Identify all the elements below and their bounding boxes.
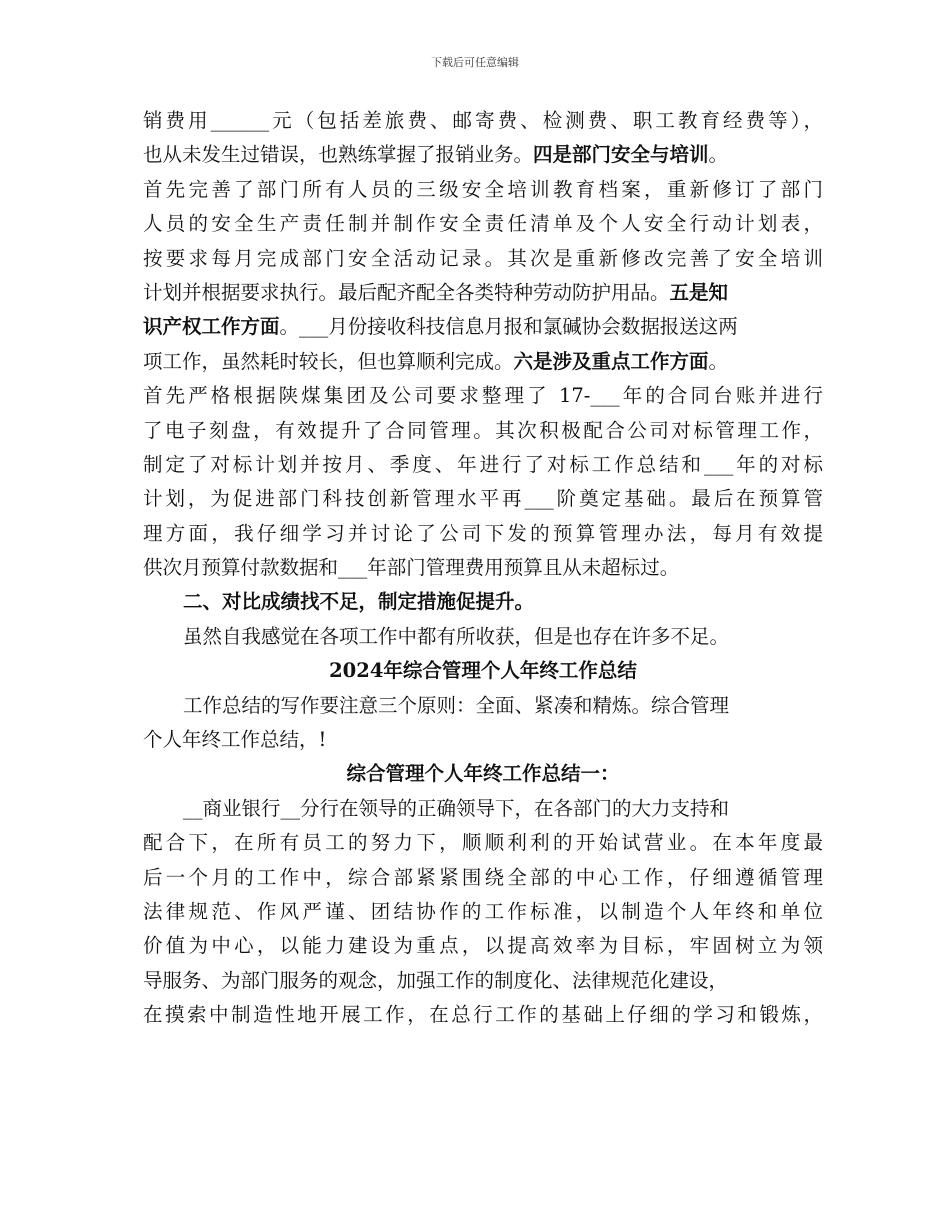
text-line: 导服务、为部门服务的观念，加强工作的制度化、法律规范化建设， <box>143 968 729 992</box>
text-line: 识产权工作方面。___月份接收科技信息月报和氯碱协会数据报送这两 <box>143 315 738 339</box>
text-line: 法律规范、作风严谨、团结协作的工作标准，以制造个人年终和单位 <box>143 899 823 923</box>
section-heading-inline: 六是涉及重点工作方面 <box>513 349 709 373</box>
section-heading-inline: 五是知 <box>669 280 729 304</box>
text-line: 配合下，在所有员工的努力下，顺顺利利的开始试营业。在本年度最 <box>143 831 823 855</box>
text-line: 工作总结的写作要注意三个原则：全面、紧凑和精炼。综合管理 <box>183 693 730 717</box>
document-title: 2024年综合管理个人年终工作总结 <box>329 659 637 683</box>
text-line: 人员的安全生产责任制并制作安全责任清单及个人安全行动计划表， <box>143 212 823 236</box>
page-header: 下载后可任意编辑 <box>431 56 519 69</box>
text-line: 了电子刻盘，有效提升了合同管理。其次积极配合公司对标管理工作， <box>143 418 823 442</box>
text-line: 也从未发生过错误，也熟练掌握了报销业务。四是部门安全与培训。 <box>143 143 729 167</box>
text-line: 首先严格根据陕煤集团及公司要求整理了 17-___年的合同台账并进行 <box>143 384 823 408</box>
text-line: 按要求每月完成部门安全活动记录。其次是重新修改完善了安全培训 <box>143 246 823 270</box>
text-line: 销费用______元（包括差旅费、邮寄费、检测费、职工教育经费等）， <box>143 109 823 132</box>
text-line: __商业银行__分行在领导的正确领导下，在各部门的大力支持和 <box>183 796 730 820</box>
text-line: 供次月预算付款数据和___年部门管理费用预算且从未超标过。 <box>143 556 680 580</box>
text-line: 在摸索中制造性地开展工作，在总行工作的基础上仔细的学习和锻炼， <box>143 1003 823 1027</box>
text-line: 后一个月的工作中，综合部紧紧围绕全部的中心工作，仔细遵循管理 <box>143 865 823 889</box>
text-line: 理方面，我仔细学习并讨论了公司下发的预算管理办法，每月有效提 <box>143 521 823 545</box>
text-line: 计划，为促进部门科技创新管理水平再___阶奠定基础。最后在预算管 <box>143 487 823 511</box>
section-heading-inline: 识产权工作方面 <box>143 315 280 339</box>
text-line: 首先完善了部门所有人员的三级安全培训教育档案，重新修订了部门 <box>143 177 823 201</box>
document-body <box>143 104 823 1033</box>
text-line: 价值为中心，以能力建设为重点，以提高效率为目标，牢固树立为领 <box>143 934 823 958</box>
text-line: 计划并根据要求执行。最后配齐配全各类特种劳动防护用品。五是知 <box>143 280 729 304</box>
text-line: 制定了对标计划并按月、季度、年进行了对标工作总结和___年的对标 <box>143 452 823 476</box>
section-heading-inline: 四是部门安全与培训 <box>533 143 709 167</box>
text-line: 虽然自我感觉在各项工作中都有所收获，但是也存在许多不足。 <box>183 624 730 648</box>
text-line: 项工作，虽然耗时较长，但也算顺利完成。六是涉及重点工作方面。 <box>143 349 729 373</box>
text-line: 个人年终工作总结，! <box>143 728 327 752</box>
section-heading: 二、对比成绩找不足，制定措施促提升。 <box>183 590 535 614</box>
subsection-title: 综合管理个人年终工作总结一： <box>346 762 620 786</box>
